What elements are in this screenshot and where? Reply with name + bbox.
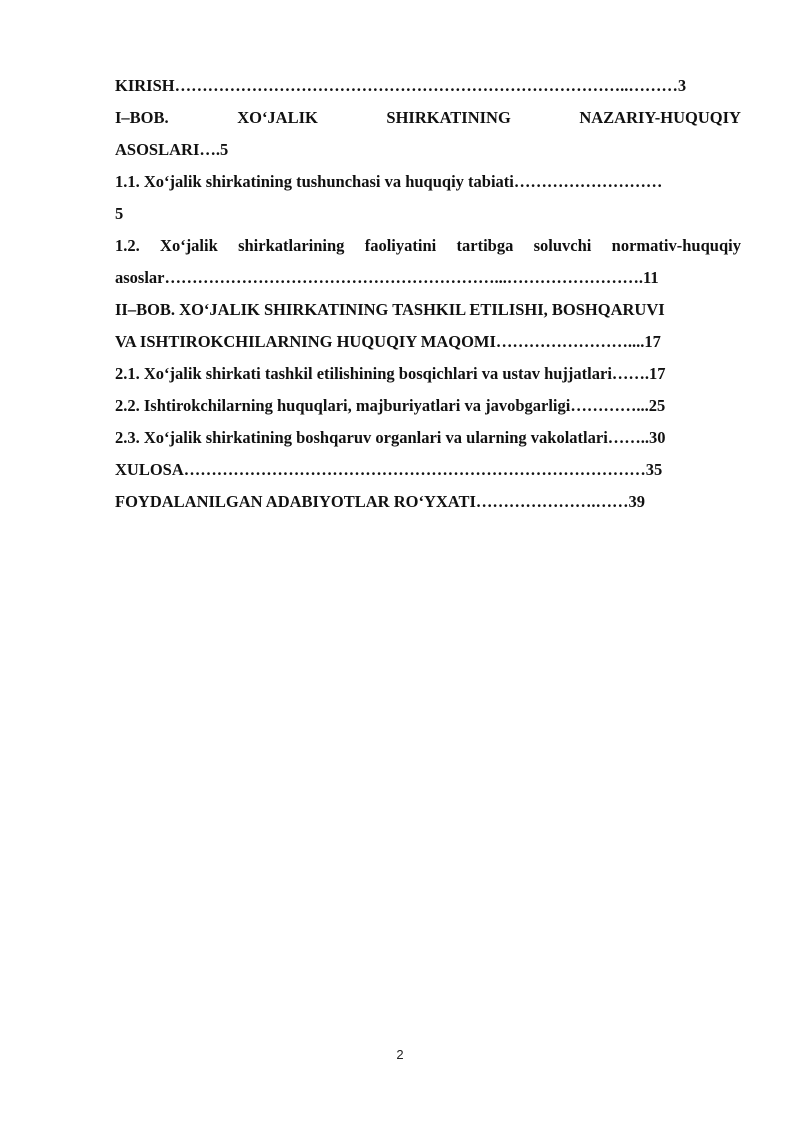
toc-entry-chapter-2-continuation: VA ISHTIROKCHILARNING HUQUQIY MAQOMI……………………....17 (115, 332, 661, 351)
toc-entry-intro: KIRISH………………………………………………………………………..………3 (115, 76, 687, 95)
toc-entry-chapter-1-continuation: ASOSLARI….5 (115, 140, 229, 159)
toc-word: Xo‘jalik (160, 236, 218, 255)
toc-word: normativ-huquqiy (611, 236, 741, 255)
toc-entry-conclusion: XULOSA…………………………………………………………………………35 (115, 460, 663, 479)
toc-word: faoliyatini (364, 236, 437, 255)
toc-word: XO‘JALIK (237, 108, 318, 127)
toc-entry-section-2-2: 2.2. Ishtirokchilarning huquqlari, majburiyatlari va javobgarligi…………...25 (115, 396, 666, 415)
toc-entry-references: FOYDALANILGAN ADABIYOTLAR RO‘YXATI………………….……39 (115, 492, 646, 511)
toc-word: NAZARIY-HUQUQIY (579, 108, 741, 127)
toc-entry-section-1-1-page: 5 (115, 204, 124, 223)
toc-word: shirkatlarining (238, 236, 345, 255)
toc-word: 1.2. (115, 236, 140, 255)
toc-word: soluvchi (533, 236, 592, 255)
page-number: 2 (396, 1047, 404, 1062)
toc-entry-section-2-3: 2.3. Xo‘jalik shirkatining boshqaruv organlari va ularning vakolatlari……..30 (115, 428, 666, 447)
table-of-contents (115, 70, 741, 518)
toc-entry-chapter-1 (115, 102, 741, 134)
toc-entry-chapter-2: II–BOB. XO‘JALIK SHIRKATINING TASHKIL ETILISHI, BOSHQARUVI (115, 300, 665, 319)
toc-entry-section-1-1: 1.1. Xo‘jalik shirkatining tushunchasi va huquqiy tabiati……………………… (115, 172, 663, 191)
toc-word: SHIRKATINING (386, 108, 511, 127)
toc-word: I–BOB. (115, 108, 169, 127)
toc-entry-section-1-2 (115, 230, 741, 262)
toc-word: tartibga (456, 236, 514, 255)
toc-entry-section-1-2-continuation: asoslar……………………………………………………...…………………….11 (115, 268, 659, 287)
toc-entry-section-2-1: 2.1. Xo‘jalik shirkati tashkil etilishining bosqichlari va ustav hujjatlari…….17 (115, 364, 666, 383)
